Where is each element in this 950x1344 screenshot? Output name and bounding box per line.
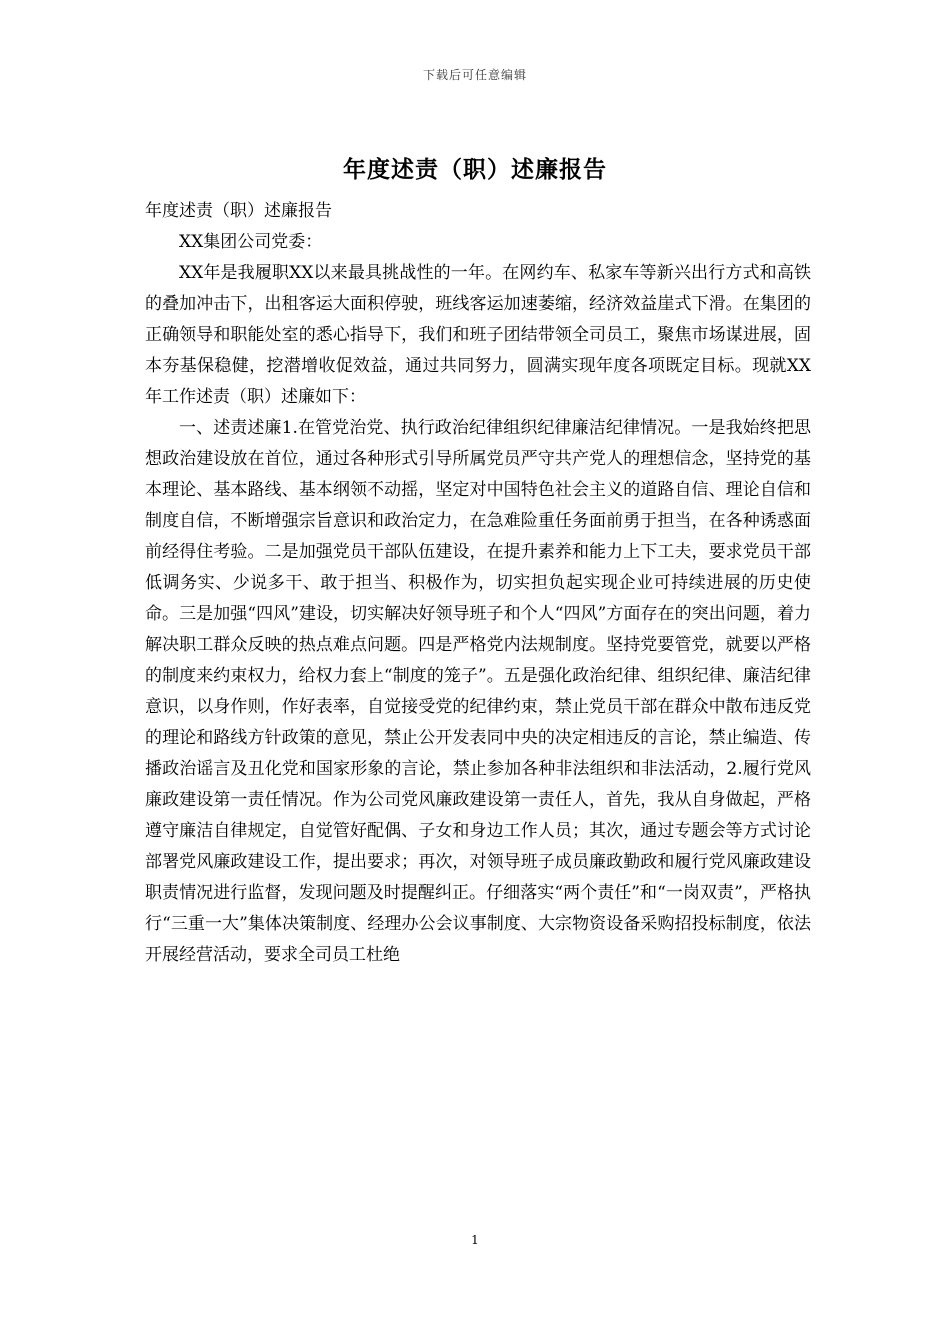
document-title: 年度述责（职）述廉报告	[343, 156, 607, 183]
page-number: 1	[471, 1233, 479, 1247]
salutation: XX集团公司党委：	[179, 232, 323, 252]
header-note: 下载后可任意编辑	[422, 68, 527, 82]
paragraph-intro: XX年是我履职XX以来最具挑战性的一年。在网约车、私家车等新兴出行方式和高铁的叠加冲击下，出租客运大面积停驶，班线客运加速萎缩，经济效益崖式下滑。在集团的正确领导和职能处室的悉心指导下，我们和班子团结带领全司员工，聚焦市场谋进展，固本夯基保稳健，挖潜增收促效益，通过共同努力，圆满实现年度各项既定目标。现就XX年工作述责（职）述廉如下：	[145, 263, 811, 407]
document-body	[145, 196, 811, 971]
document-subtitle: 年度述责（职）述廉报告	[145, 201, 332, 221]
paragraph-section-one: 一、述责述廉1.在管党治党、执行政治纪律组织纪律廉洁纪律情况。一是我始终把思想政治建设放在首位，通过各种形式引导所属党员严守共产党人的理想信念，坚持党的基本理论、基本路线、基本纲领不动摇，坚定对中国特色社会主义的道路自信、理论自信和制度自信，不断增强宗旨意识和政治定力，在急难险重任务面前勇于担当，在各种诱惑面前经得住考验。二是加强党员干部队伍建设，在提升素养和能力上下工夫，要求党员干部低调务实、少说多干、敢于担当、积极作为，切实担负起实现企业可持续进展的历史使命。三是加强“四风”建设，切实解决好领导班子和个人“四风”方面存在的突出问题，着力解决职工群众反映的热点难点问题。四是严格党内法规制度。坚持党要管党，就要以严格的制度来约束权力，给权力套上“制度的笼子”。五是强化政治纪律、组织纪律、廉洁纪律意识，以身作则，作好表率，自觉接受党的纪律约束，禁止党员干部在群众中散布违反党的理论和路线方针政策的意见，禁止公开发表同中央的决定相违反的言论，禁止编造、传播政治谣言及丑化党和国家形象的言论，禁止参加各种非法组织和非法活动，2.履行党风廉政建设第一责任情况。作为公司党风廉政建设第一责任人，首先，我从自身做起，严格遵守廉洁自律规定，自觉管好配偶、子女和身边工作人员；其次，通过专题会等方式讨论部署党风廉政建设工作，提出要求；再次，对领导班子成员廉政勤政和履行党风廉政建设职责情况进行监督，发现问题及时提醒纠正。仔细落实“两个责任”和“一岗双责”，严格执行“三重一大”集体决策制度、经理办公会议事制度、大宗物资设备采购招投标制度，依法开展经营活动，要求全司员工杜绝	[145, 418, 811, 965]
